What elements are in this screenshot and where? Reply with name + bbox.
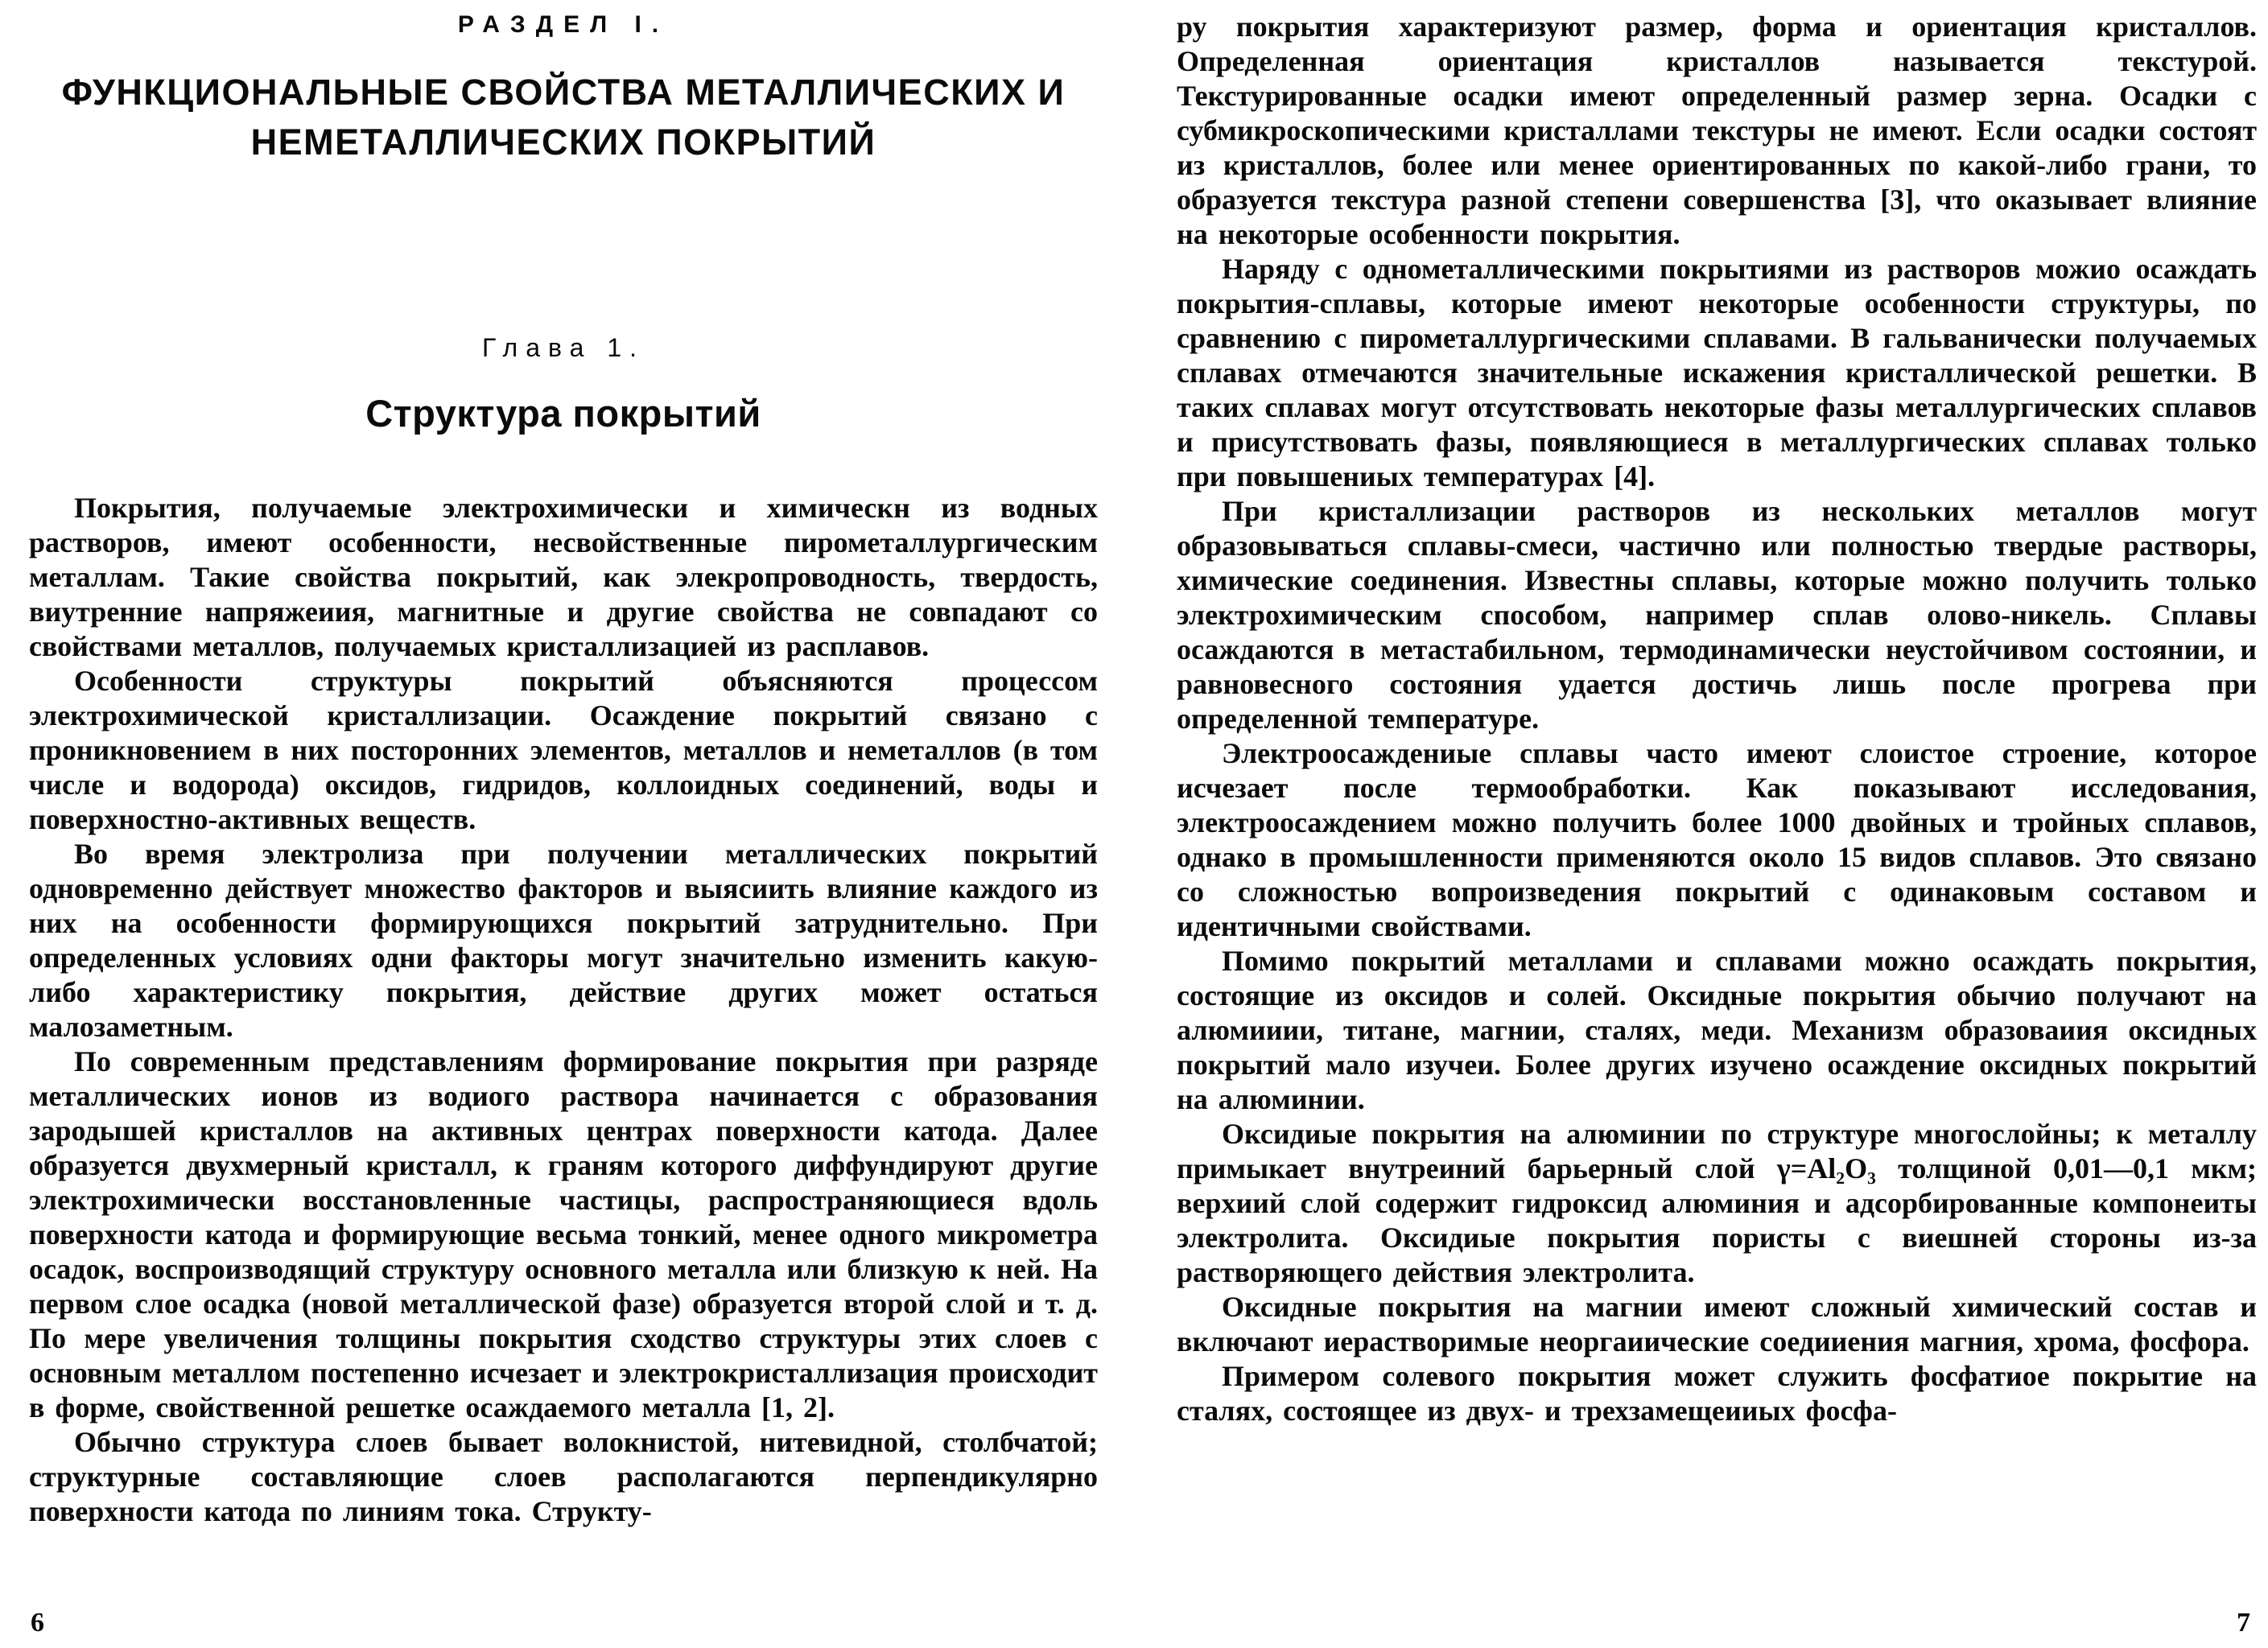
- page-left: [29, 0, 1098, 1648]
- paragraph: Во время электролиза при получении металлических покрытий одновременно действует множество факторов и выясиить влияние каждого из них на особенности формирующихся покрытий затруднительно. При определенных условиях одни факторы могут значительно изменить какую-либо характеристику покрытия, действие других может остаться малозаметным.: [29, 838, 1098, 1043]
- paragraph: При кристаллизации растворов из нескольких металлов могут образовываться сплавы-смеси, частично или полностью твердые растворы, химические соединения. Известны сплавы, которые можно получить только электрохимическим способом, например сплав олово-никель. Сплавы осаждаются в метастабильном, термодинамически неустойчивом состоянии, и равновесного состояния удается достичь лишь после прогрева при определенной температуре.: [1177, 495, 2257, 735]
- paragraph: Покрытия, получаемые электрохимически и химическн из водных растворов, имеют особенности, несвойственные пирометаллургическим металлам. Такие свойства покрытий, как элекропроводность, твердость, виутренние напряжеиия, магнитные и другие свойства не совпадают со свойствами металлов, получаемых кристаллизацией из расплавов.: [29, 492, 1098, 662]
- paragraph: Помимо покрытий металлами и сплавами можно осаждать покрытия, состоящие из оксидов и солей. Оксидные покрытия обычио получают на алюмииии, титане, магнии, сталях, меди. Механизм образоваиия оксидных покрытий мало изучеи. Более других изучено осаждение оксидных покрытий на алюминии.: [1177, 945, 2257, 1115]
- chapter-label: Глава 1.: [481, 333, 645, 362]
- section-title: [29, 68, 1098, 167]
- chapter-title: Структура покрытий: [365, 392, 761, 435]
- paragraph: Электроосаждениые сплавы часто имеют слоистое строение, которое исчезает после термообработки. Как показывают исследования, электроосаждением можно получить более 1000 двойных и тройных сплавов, однако в промышленности применяются около 15 видов сплавов. Это связано со сложностью вопроизведения покрытий с одинаковым составом и идентичными свойствами.: [1177, 737, 2257, 942]
- paragraph: Наряду с однометаллическими покрытиями из растворов можио осаждать покрытия-сплавы, которые имеют некоторые особенности структуры, по сравнению с пирометаллургическими сплавами. В гальванически получаемых сплавах отмечаются значительные искажения кристаллической решетки. В таких сплавах могут отсутствовать некоторые фазы металлургических сплавов и присутствовать фазы, появляющиеся в металлургических сплавах только при повышениых температурах [4].: [1177, 253, 2257, 492]
- left-page-body: [29, 491, 1098, 1529]
- page-number-right: 7: [2237, 1608, 2250, 1638]
- paragraph: Оксидиые покрытия на алюминии по структуре многослойны; к металлу примыкает внутреиний барьерный слой γ=Al₂O₃ толщиной 0,01—0,1 мкм; верхиий слой содержит гидроксид алюминия и адсорбированные компонеиты электролита. Оксидиые покрытия пористы с виешней стороны из-за растворяющего действия электролита.: [1177, 1118, 2257, 1288]
- section-label: РАЗДЕЛ I.: [457, 11, 670, 38]
- paragraph: ру покрытия характеризуют размер, форма и ориентация кристаллов. Определенная ориентация кристаллов называется текстурой. Текстурированные осадки имеют определенный размер зерна. Осадки с субмикроскопическими кристаллами текстуры не имеют. Если осадки состоят из кристаллов, более или менее ориентированных по какой-либо грани, то образуется текстура разной степени совершенства [3], что оказывает влияние на некоторые особенности покрытия.: [1177, 10, 2257, 250]
- paragraph: Обычно структура слоев бывает волокнистой, нитевидной, столбчатой; структурные составляющие слоев располагаются перпендикулярно поверхности катода по линиям тока. Структу-: [29, 1426, 1098, 1527]
- right-page-body: [1177, 10, 2257, 1428]
- paragraph: Оксидные покрытия на магнии имеют сложный химический состав и включают иерастворимые неоргаиические соедииения магния, хрома, фосфора.: [1177, 1291, 2257, 1358]
- section-title-line1: ФУНКЦИОНАЛЬНЫЕ СВОЙСТВА МЕТАЛЛИЧЕСКИХ И: [61, 72, 1066, 113]
- paragraph: Примером солевого покрытия может служить фосфатиое покрытие на сталях, состоящее из двух- и трехзамещеииых фосфа-: [1177, 1360, 2257, 1427]
- section-title-line2: НЕМЕТАЛЛИЧЕСКИХ ПОКРЫТИЙ: [250, 122, 876, 163]
- paragraph: Особенности структуры покрытий объясняются процессом электрохимической кристаллизации. Осаждение покрытий связано с проникновением в них посторонних элементов, металлов и неметаллов (в том числе и водорода) оксидов, гидридов, коллоидных соединений, воды и поверхностно-активных веществ.: [29, 665, 1098, 835]
- page-right: [1177, 0, 2257, 1648]
- page-number-left: 6: [31, 1608, 44, 1638]
- paragraph: По современным представлениям формирование покрытия при разряде металлических ионов из водиого раствора начинается с образования зародышей кристаллов на активных центрах поверхности катода. Далее образуется двухмерный кристалл, к граням которого диффундируют другие электрохимически восстановленные частицы, распространяющиеся вдоль поверхности катода и формирующие весьма тонкий, менее одного микрометра осадок, воспроизводящий структуру основного металла или близкую к ней. На первом слое осадка (новой металлической фазе) образуется второй слой и т. д. По мере увеличения толщины покрытия сходство структуры этих слоев с основным металлом постепенно исчезает и электрокристаллизация происходит в форме, свойственной решетке осаждаемого металла [1, 2].: [29, 1045, 1098, 1423]
